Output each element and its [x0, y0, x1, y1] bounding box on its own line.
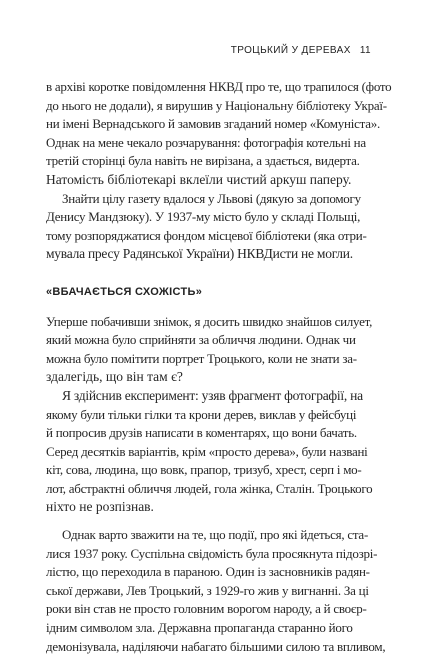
chapter-title: ТРОЦЬКИЙ У ДЕРЕВАХ: [230, 45, 351, 56]
paragraph-4: [46, 387, 373, 517]
text-line: Уперше побачивши знімок, я досить швидко знайшов силует,: [46, 313, 373, 329]
text-line: Денису Мандзюку). У 1937-му місто було у складі Польщі,: [46, 209, 361, 225]
text-line: лістю, що переходила в параною. Один із засновників радян-: [46, 564, 370, 580]
page-body: [46, 78, 392, 656]
text-line: третій сторінці була навіть не вирізана, а здається, видерта.: [46, 153, 360, 169]
text-line: мувала пресу Радянської України) НКВДисти не могли.: [46, 246, 353, 262]
text-line: Я здійснив експеримент: узяв фрагмент фотографії, на: [62, 387, 363, 403]
text-line: й попросив друзів написати в коментарях, що вони бачать.: [46, 425, 357, 441]
text-line: до нього не додали), я вирушив у Національну бібліотеку Украї-: [46, 97, 387, 113]
text-line: лот, абстрактні обличчя людей, гола жінка, Сталін. Троцького: [46, 480, 373, 496]
text-line: якому були тільки гілки та крони дерев, виклав у фейсбуці: [46, 406, 357, 422]
paragraph-3: [46, 313, 373, 387]
text-line: Знайти цілу газету вдалося у Львові (дякую за допомогу: [62, 190, 361, 206]
text-line: кіт, сова, людина, що вовк, прапор, тризуб, хрест, серп і мо-: [46, 462, 362, 478]
text-line: ни імені Вернадського й замовив згаданий номер «Комуніста».: [46, 116, 380, 132]
text-line: ської держави, Лев Троцький, з 1929-го жив у вигнанні. За ці: [46, 582, 369, 598]
text-line: демонізувала, наділяючи набагато більшими силою та впливом,: [46, 638, 386, 654]
running-header: [231, 45, 371, 56]
text-line: в архіві коротке повідомлення НКВД про те, що трапилося (фото: [46, 79, 392, 94]
paragraph-2: [46, 190, 367, 264]
section-title: «ВБАЧАЄТЬСЯ СХОЖІСТЬ»: [46, 285, 203, 298]
text-line: Натомість бібліотекарі вклеїли чистий аркуш паперу.: [46, 171, 352, 187]
text-line: який можна було сприйняти за обличчя людини. Однак чи: [46, 332, 356, 348]
paragraph-1: [46, 78, 392, 190]
text-line: ніхто не розпізнав.: [46, 499, 154, 515]
text-line: здалегідь, що він там є?: [46, 369, 183, 385]
paragraph-gap: [46, 517, 364, 526]
text-line: Однак варто зважити на те, що події, про які йдеться, ста-: [62, 527, 369, 543]
paragraph-5: [46, 526, 386, 656]
text-line: Однак на мене чекало розчарування: фотографія котельні на: [46, 134, 366, 150]
text-line: роки він став не просто головним ворогом народу, а й своєр-: [46, 601, 367, 617]
text-line: ідним символом зла. Державна пропаганда старанно його: [46, 620, 353, 636]
text-line: тому розпоряджатися фондом місцевої бібліотеки (яка отри-: [46, 227, 367, 243]
text-line: можна було помітити портрет Троцького, коли не знати за-: [46, 350, 357, 366]
text-line: лися 1937 року. Суспільна свідомість була просякнута підозрі-: [46, 545, 378, 561]
page-number: 11: [359, 45, 371, 56]
text-line: Серед десятків варіантів, крім «просто дерева», були названі: [46, 443, 368, 459]
